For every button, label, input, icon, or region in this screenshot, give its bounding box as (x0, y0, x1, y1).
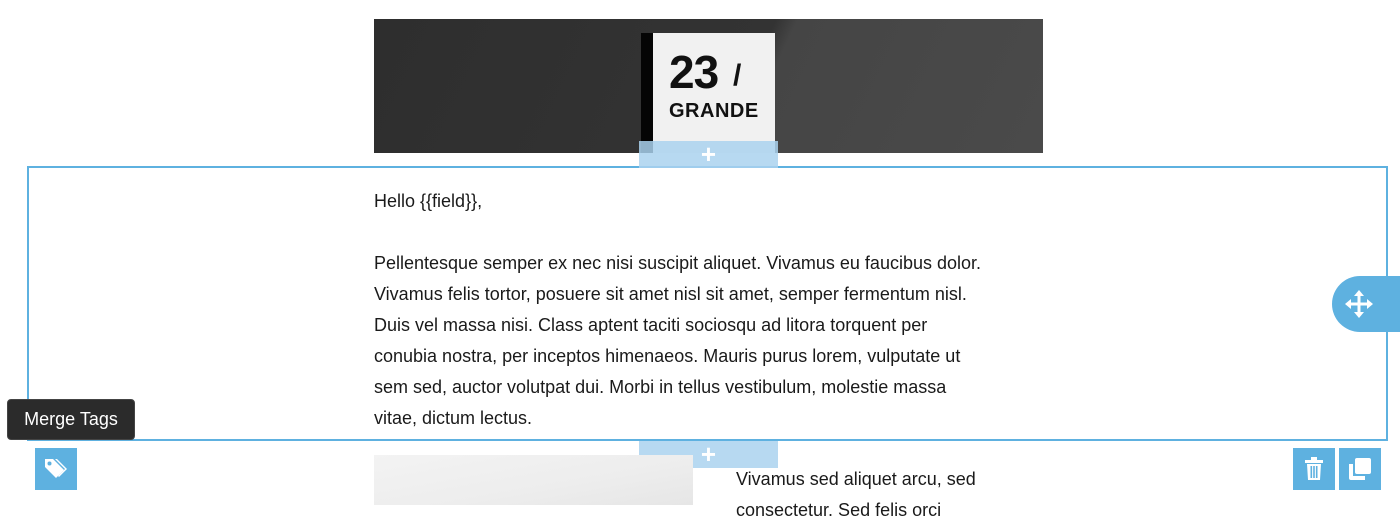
paragraph-line: vitae, dictum lectus. (374, 408, 533, 428)
paragraph-line: conubia nostra, per inceptos himenaeos. Mauris purus lorem, vulputate ut (374, 346, 961, 366)
merge-tags-button[interactable] (35, 448, 77, 490)
paragraph-line: sem sed, auctor volutpat dui. Morbi in tellus vestibulum, molestie massa (374, 377, 947, 397)
next-block-text[interactable] (736, 464, 1036, 520)
hero-slash: / (733, 59, 742, 92)
duplicate-icon (1348, 457, 1372, 481)
text-block-content[interactable] (374, 186, 1054, 434)
selected-text-block[interactable] (27, 166, 1388, 441)
trash-icon (1303, 457, 1325, 481)
next-block-image[interactable] (374, 455, 693, 505)
paragraph-line: Duis vel massa nisi. Class aptent taciti sociosqu ad litora torquent per (374, 315, 928, 335)
move-arrows-icon (1344, 289, 1374, 319)
hero-image-edge (641, 33, 653, 153)
hero-image[interactable] (374, 19, 1043, 153)
paragraph-line: Pellentesque semper ex nec nisi suscipit aliquet. Vivamus eu faucibus dolor. (374, 253, 982, 273)
hero-image-card (653, 33, 775, 153)
move-block-handle[interactable] (1332, 276, 1400, 332)
hero-word: GRANDE (669, 100, 759, 122)
greeting-line: Hello {{field}}, (374, 191, 483, 211)
next-block-line-clipped: consectetur. Sed felis orci (736, 500, 942, 520)
tag-icon (42, 455, 70, 483)
delete-block-button[interactable] (1293, 448, 1335, 490)
next-block-line: Vivamus sed aliquet arcu, sed (736, 469, 976, 489)
hero-number: 23 (669, 46, 719, 98)
merge-tags-tooltip: Merge Tags (7, 399, 135, 440)
add-block-above-button[interactable]: + (639, 141, 778, 168)
add-block-below-button[interactable]: + (639, 441, 778, 468)
duplicate-block-button[interactable] (1339, 448, 1381, 490)
paragraph-line: Vivamus felis tortor, posuere sit amet nisl sit amet, semper fermentum nisl. (374, 284, 967, 304)
